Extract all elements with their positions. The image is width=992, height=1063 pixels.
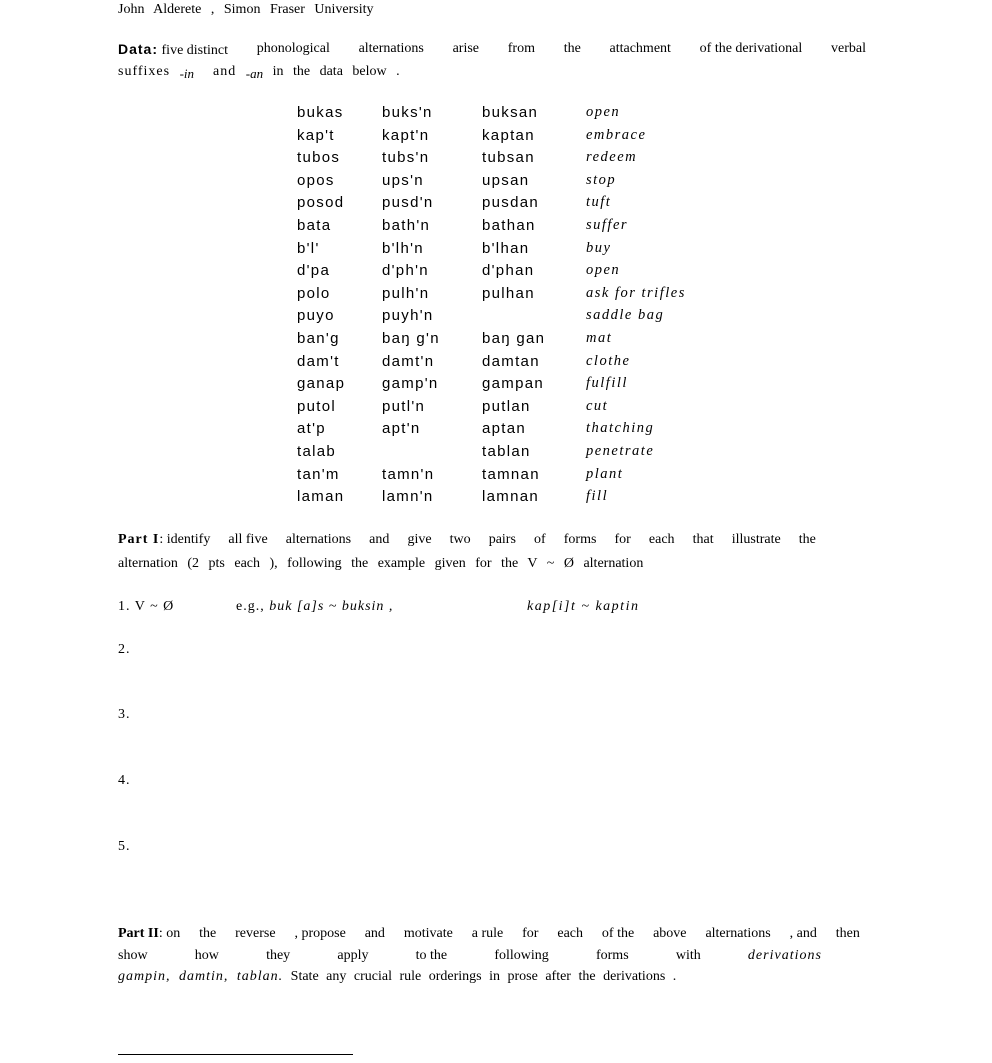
- part2-rest: State any crucial rule orderings in prose after the derivations .: [283, 969, 677, 984]
- part2-word: to the: [415, 948, 448, 963]
- author-header: [118, 2, 374, 18]
- in-suffixed-form: lamn'n: [382, 488, 434, 506]
- in-suffixed-form: b'lh'n: [382, 239, 424, 257]
- data-intro-rest: in the data below .: [272, 64, 400, 79]
- an-suffixed-form: tubsan: [482, 149, 535, 167]
- gloss: ask for trifles: [586, 284, 686, 301]
- an-suffixed-form: d'phan: [482, 262, 535, 280]
- gloss: redeem: [586, 149, 638, 166]
- part2-word: and: [364, 926, 385, 941]
- in-suffixed-form: tamn'n: [382, 465, 435, 483]
- part2-forms-list: derivations: [747, 948, 822, 963]
- in-suffixed-form: buks'n: [382, 104, 433, 121]
- base-form: laman: [297, 488, 345, 506]
- example-pair-1: buk [a]s ~ buksin ,: [269, 599, 394, 614]
- an-suffixed-form: tamnan: [482, 465, 540, 483]
- an-suffixed-form: pusdan: [482, 194, 540, 212]
- gloss: embrace: [586, 126, 647, 143]
- in-suffixed-form: ups'n: [382, 171, 424, 189]
- base-form: tan'm: [297, 465, 340, 483]
- base-form: dam't: [297, 352, 340, 370]
- gloss: cut: [586, 397, 609, 414]
- part1-word: the: [798, 532, 816, 547]
- base-form: polo: [297, 284, 331, 302]
- part2-word: reverse: [235, 926, 276, 941]
- data-intro-word: alternations: [358, 41, 424, 56]
- example-pair-2: kap[i]t ~ kaptin: [527, 599, 640, 614]
- base-form: talab: [297, 442, 337, 460]
- part1-line2: alternation (2 pts each ), following the example given for the V ~ Ø alternation: [118, 556, 644, 571]
- base-form: b'l': [297, 239, 320, 257]
- part2-word: a rule: [471, 926, 504, 941]
- gloss: suffer: [586, 216, 629, 233]
- base-form: kap't: [297, 126, 335, 144]
- suffix-in: -in: [179, 66, 195, 81]
- question-5-label: 5.: [118, 839, 131, 854]
- an-suffixed-form: putlan: [482, 397, 531, 415]
- gloss: mat: [586, 329, 613, 346]
- part2-word: forms: [595, 948, 629, 963]
- part2-word: alternations: [705, 926, 771, 941]
- data-label: Data:: [118, 41, 159, 57]
- in-suffixed-form: puyh'n: [382, 307, 434, 325]
- an-suffixed-form: buksan: [482, 104, 539, 121]
- part1-word: two: [449, 532, 471, 547]
- part1-label: Part I: [118, 532, 160, 547]
- an-suffixed-form: tablan: [482, 442, 531, 460]
- in-suffixed-form: kapt'n: [382, 126, 430, 144]
- in-suffixed-form: bath'n: [382, 216, 431, 234]
- question-2-label: 2.: [118, 642, 131, 657]
- data-intro-word: arise: [452, 41, 480, 56]
- gloss: saddle bag: [586, 307, 665, 324]
- data-intro-word: verbal: [831, 41, 866, 56]
- data-intro-word: phonological: [256, 41, 330, 56]
- data-intro-word: five distinct: [161, 43, 229, 58]
- part2-word: show: [118, 948, 148, 963]
- an-suffixed-form: bathan: [482, 216, 536, 234]
- base-form: posod: [297, 194, 345, 212]
- base-form: bata: [297, 216, 332, 234]
- in-suffixed-form: apt'n: [382, 420, 421, 438]
- gloss: fill: [586, 488, 609, 505]
- base-form: d'pa: [297, 262, 331, 280]
- question-3-label: 3.: [118, 707, 131, 722]
- part2-word: each: [557, 926, 584, 941]
- part2-word: the: [199, 926, 217, 941]
- base-form: ban'g: [297, 329, 340, 347]
- data-intro-word: from: [507, 41, 535, 56]
- part1-word: illustrate: [731, 532, 781, 547]
- gloss: open: [586, 262, 621, 279]
- data-intro-line2: [118, 63, 400, 80]
- an-suffixed-form: baŋ gan: [482, 329, 546, 347]
- gloss: open: [586, 104, 621, 120]
- in-suffixed-form: d'ph'n: [382, 262, 429, 280]
- an-suffixed-form: lamnan: [482, 488, 539, 506]
- an-suffixed-form: aptan: [482, 420, 527, 438]
- part2-line3: [118, 969, 676, 985]
- part1-word: alternations: [285, 532, 352, 547]
- part2-word: following: [494, 948, 549, 963]
- base-form: opos: [297, 171, 335, 189]
- part2-label-and-first: [118, 926, 180, 942]
- question-1-example: [236, 599, 393, 615]
- part2-word: of the: [601, 926, 635, 941]
- part1-line1: [118, 532, 816, 548]
- part2-word: , and: [789, 926, 817, 941]
- base-form: at'p: [297, 420, 326, 438]
- author-name: John Alderete: [118, 2, 202, 17]
- part1-word: forms: [563, 532, 597, 547]
- in-suffixed-form: pusd'n: [382, 194, 434, 212]
- base-form: tubos: [297, 149, 341, 167]
- question-1-label: 1. V ~ Ø: [118, 599, 175, 614]
- an-suffixed-form: pulhan: [482, 284, 535, 302]
- data-label-and-first-word: [118, 41, 228, 59]
- part2-word: for: [522, 926, 539, 941]
- part2-word: then: [835, 926, 860, 941]
- part2-forms-list-cont: gampin, damtin, tablan.: [118, 969, 284, 984]
- data-intro-word: the: [563, 41, 581, 56]
- gloss: buy: [586, 239, 612, 256]
- base-form: puyo: [297, 307, 335, 325]
- data-intro-word: attachment: [609, 41, 671, 56]
- part1-word: give: [407, 532, 432, 547]
- in-suffixed-form: tubs'n: [382, 149, 430, 167]
- gloss: stop: [586, 171, 617, 188]
- part2-word: they: [266, 948, 291, 963]
- in-suffixed-form: pulh'n: [382, 284, 430, 302]
- part1-word: pairs: [488, 532, 516, 547]
- part1-word: all five: [228, 532, 268, 547]
- part1-word: each: [648, 532, 675, 547]
- part2-word: above: [653, 926, 687, 941]
- part1-word: and: [369, 532, 390, 547]
- an-suffixed-form: b'lhan: [482, 239, 530, 257]
- gloss: tuft: [586, 194, 612, 211]
- part1-word: : identify: [159, 532, 211, 547]
- part2-word: motivate: [403, 926, 453, 941]
- base-form: bukas: [297, 104, 344, 121]
- part1-label-and-first: [118, 532, 210, 548]
- an-suffixed-form: gampan: [482, 375, 545, 393]
- in-suffixed-form: damt'n: [382, 352, 435, 370]
- part2-word: how: [194, 948, 219, 963]
- suffixes-word: suffixes: [118, 64, 171, 79]
- data-intro-word: of the derivational: [699, 41, 803, 56]
- gloss: clothe: [586, 352, 631, 369]
- footnote-rule: [118, 1054, 353, 1055]
- gloss: plant: [586, 465, 624, 482]
- part1-word: for: [614, 532, 631, 547]
- part2-word: with: [675, 948, 701, 963]
- base-form: ganap: [297, 375, 346, 393]
- data-intro-line1: [118, 41, 866, 59]
- in-suffixed-form: putl'n: [382, 397, 426, 415]
- part1-word: that: [692, 532, 714, 547]
- part1-word: of: [534, 532, 546, 547]
- an-suffixed-form: upsan: [482, 171, 530, 189]
- in-suffixed-form: baŋ g'n: [382, 329, 440, 347]
- part2-label: Part II: [118, 926, 159, 941]
- part2-line1: [118, 926, 860, 942]
- part2-word: apply: [337, 948, 369, 963]
- part2-line2: [118, 948, 822, 964]
- question-4-label: 4.: [118, 773, 131, 788]
- in-suffixed-form: gamp'n: [382, 375, 439, 393]
- gloss: fulfill: [586, 375, 628, 392]
- base-form: putol: [297, 397, 337, 415]
- gloss: penetrate: [586, 442, 655, 459]
- and-word: and: [213, 64, 237, 79]
- eg-prefix: e.g.,: [236, 599, 270, 614]
- suffix-an: -an: [245, 66, 264, 81]
- gloss: thatching: [586, 420, 655, 437]
- an-suffixed-form: damtan: [482, 352, 540, 370]
- an-suffixed-form: kaptan: [482, 126, 535, 144]
- author-affiliation: , Simon Fraser University: [210, 2, 374, 17]
- part2-word: , propose: [294, 926, 346, 941]
- part2-word: : on: [158, 926, 181, 941]
